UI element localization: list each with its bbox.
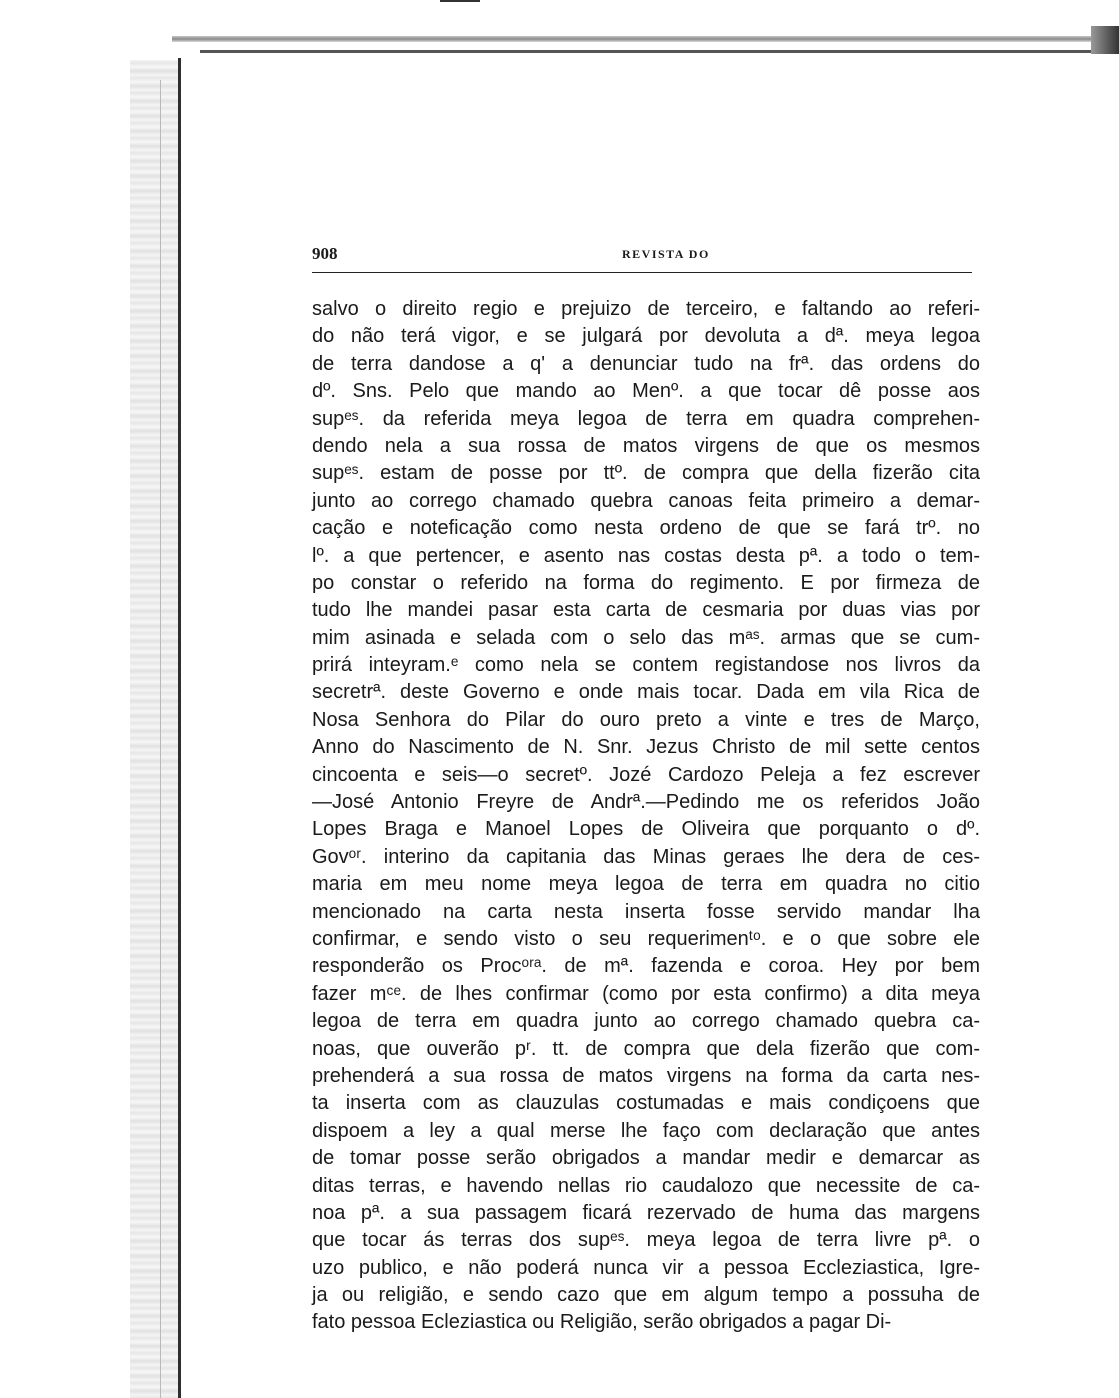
text-line: ditas terras, e havendo nellas rio caudalozo que necessite de ca- bbox=[312, 1174, 980, 1197]
text-line: noa pª. a sua passagem ficará rezervado de huma das margens bbox=[312, 1201, 980, 1224]
text-line: supᵉˢ. da referida meya legoa de terra em quadra comprehen- bbox=[312, 407, 980, 430]
page-edge-shadow bbox=[172, 36, 1119, 42]
text-line: maria em meu nome meya legoa de terra em quadra no citio bbox=[312, 873, 980, 896]
text-line: —José Antonio Freyre de Andrª.—Pedindo me os referidos João bbox=[312, 791, 980, 814]
text-line: responderão os Procᵒʳᵃ. de mª. fazenda e coroa. Hey por bem bbox=[312, 955, 980, 978]
text-line: lº. a que pertencer, e asento nas costas desta pª. a todo o tem- bbox=[312, 544, 980, 567]
book-binding-shadow bbox=[130, 60, 180, 1398]
running-head bbox=[312, 244, 972, 268]
text-line: confirmar, e sendo visto o seu requerimenᵗᵒ. e o que sobre ele bbox=[312, 927, 980, 950]
text-line: que tocar ás terras dos supᵉˢ. meya legoa de terra livre pª. o bbox=[312, 1229, 980, 1252]
text-line: salvo o direito regio e prejuizo de terceiro, e faltando ao referi- bbox=[312, 298, 980, 320]
text-line: do não terá vigor, e se julgará por devoluta a dª. meya legoa bbox=[312, 325, 980, 348]
text-line: secretrª. deste Governo e onde mais tocar. Dada em vila Rica de bbox=[312, 681, 980, 704]
text-line: Anno do Nascimento de N. Snr. Jezus Christo de mil sette centos bbox=[312, 736, 980, 759]
text-line: uzo publico, e não poderá nunca vir a pessoa Eccleziastica, Igre- bbox=[312, 1256, 980, 1279]
text-line: fato pessoa Ecleziastica ou Religião, serão obrigados a pagar Di- bbox=[312, 1311, 892, 1334]
text-line: dº. Sns. Pelo que mando ao Menº. a que tocar dê posse aos bbox=[312, 380, 980, 403]
text-line: fazer mᶜᵉ. de lhes confirmar (como por esta confirmo) a dita meya bbox=[312, 982, 980, 1005]
text-line: Lopes Braga e Manoel Lopes de Oliveira que porquanto o dº. bbox=[312, 818, 980, 841]
text-line: dendo nela a sua rossa de matos virgens de que os mesmos bbox=[312, 434, 980, 457]
body-text bbox=[312, 296, 980, 1337]
page-number: 908 bbox=[312, 244, 338, 263]
text-line: cincoenta e seis—o secretº. Jozé Cardozo Peleja a fez escrever bbox=[312, 763, 980, 786]
text-line: legoa de terra em quadra junto ao corrego chamado quebra ca- bbox=[312, 1010, 980, 1033]
text-line: supᵉˢ. estam de posse por ttº. de compra que della fizerão cita bbox=[312, 462, 980, 485]
page-edge-line bbox=[200, 50, 1100, 53]
text-line: prehenderá a sua rossa de matos virgens na forma da carta nes- bbox=[312, 1064, 980, 1087]
binding-fold-line bbox=[160, 80, 161, 1398]
text-line: ta inserta com as clauzulas costumadas e mais condiçoens que bbox=[312, 1092, 980, 1115]
text-line: prirá inteyram.ᵉ como nela se contem registandose nos livros da bbox=[312, 654, 980, 677]
header-rule bbox=[312, 272, 972, 273]
text-line: cação e noteficação como nesta ordeno de que se fará trº. no bbox=[312, 517, 980, 540]
running-title: REVISTA DO bbox=[622, 247, 710, 261]
text-line: Nosa Senhora do Pilar do ouro preto a vinte e tres de Março, bbox=[312, 708, 980, 731]
text-line: tudo lhe mandei pasar esta carta de cesmaria por duas vias por bbox=[312, 599, 980, 622]
text-line: mim asinada e selada com o selo das mᵃˢ. armas que se cum- bbox=[312, 626, 980, 649]
scan-mark bbox=[440, 0, 480, 2]
text-line: Govᵒʳ. interino da capitania das Minas geraes lhe dera de ces- bbox=[312, 845, 980, 868]
corner-scan-artifact bbox=[1091, 26, 1119, 54]
text-line: noas, que ouverão pʳ. tt. de compra que dela fizerão que com- bbox=[312, 1037, 980, 1060]
text-line: po constar o referido na forma do regimento. E por firmeza de bbox=[312, 571, 980, 594]
text-line: dispoem a ley a qual merse lhe faço com declaração que antes bbox=[312, 1119, 980, 1142]
binding-edge-line bbox=[178, 58, 181, 1398]
text-line: de terra dandose a q' a denunciar tudo na frª. das ordens do bbox=[312, 352, 980, 375]
text-line: junto ao corrego chamado quebra canoas feita primeiro a demar- bbox=[312, 489, 980, 512]
text-line: ja ou religião, e sendo cazo que em algum tempo a possuha de bbox=[312, 1284, 980, 1307]
text-line: mencionado na carta nesta inserta fosse servido mandar lha bbox=[312, 900, 980, 923]
text-line: de tomar posse serão obrigados a mandar medir e demarcar as bbox=[312, 1147, 980, 1170]
